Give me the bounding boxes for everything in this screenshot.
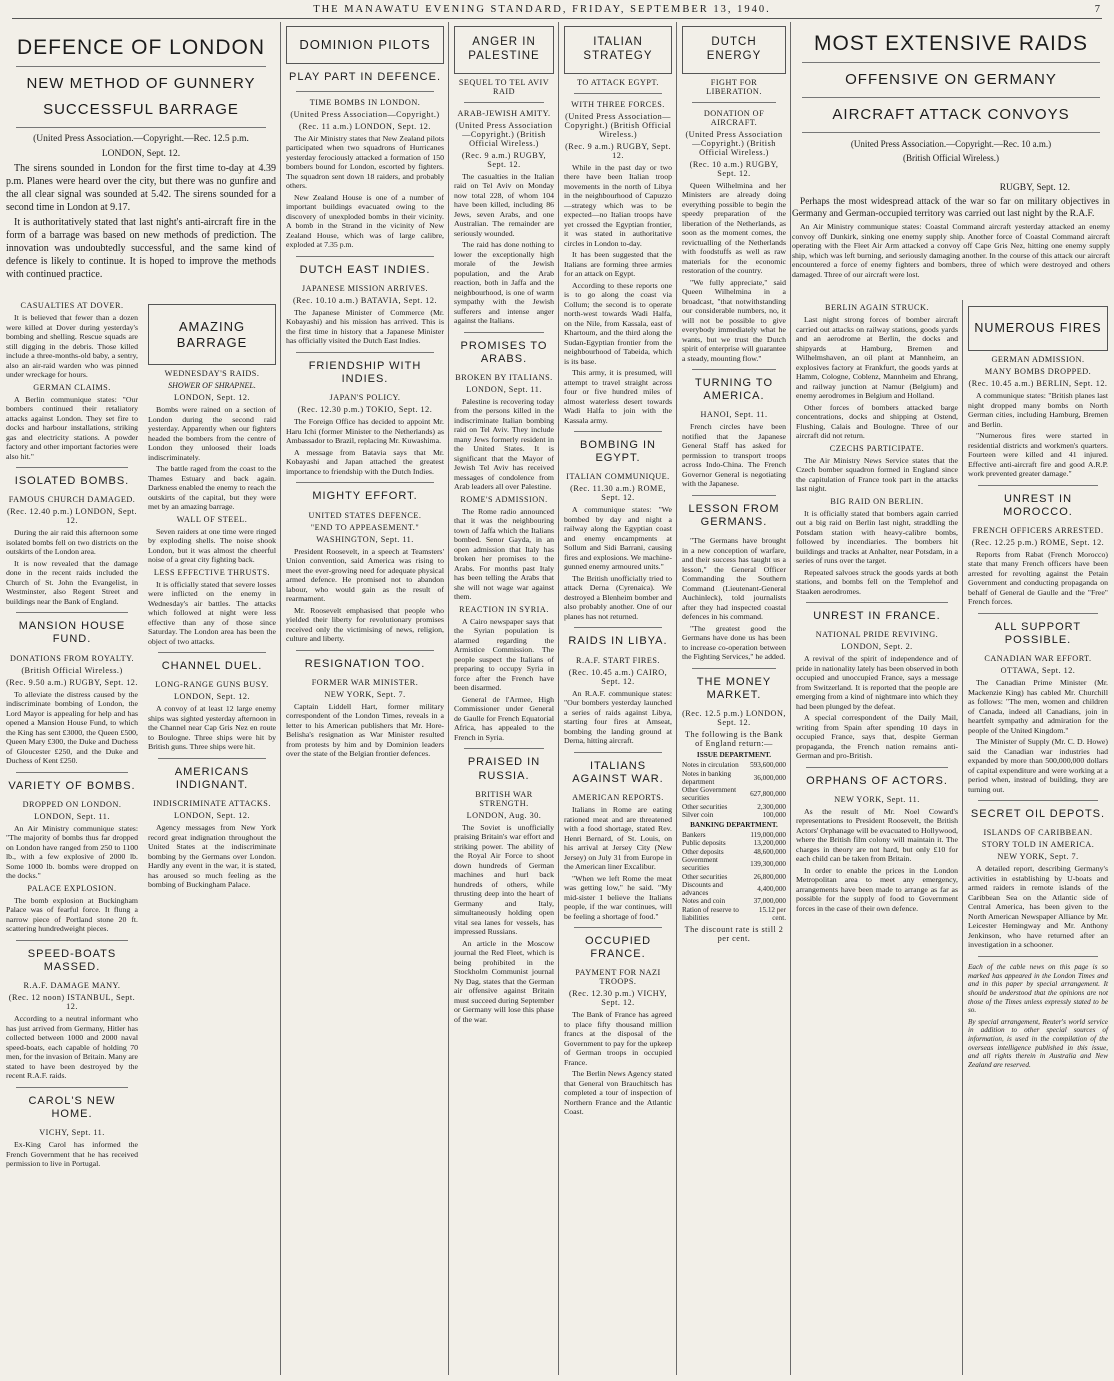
dateline: (Rec. 12 noon) ISTANBUL, Sept. 12. — [8, 993, 136, 1012]
raids-title: MOST EXTENSIVE RAIDS — [814, 32, 1088, 55]
subheading: GERMAN ADMISSION. — [991, 355, 1085, 364]
article-paragraph: The Japanese Minister of Commerce (Mr. Kobayashi) and his mission has arrived. This is the first time in history that a Japanese Minister has officially visited the Dutch East Indies. — [286, 307, 444, 346]
article-paragraph: The raid has done nothing to lower the exceptionally high morale of the Jewish population, and the Arab reaction, both in Jaffa and the neighbourhood, is one of warm sympathy with the Jewish sufferers and intense anger against the Italians. — [454, 240, 554, 326]
column-7 — [792, 300, 962, 1377]
speed-boats-heading: SPEED-BOATS MASSED. — [27, 947, 117, 973]
row-value: 627,800,000 — [750, 790, 786, 799]
defence-subtitle-1: NEW METHOD OF GUNNERY — [26, 75, 256, 93]
subheading: FAMOUS CHURCH DAMAGED. — [8, 495, 136, 505]
casualties-heading: CASUALTIES AT DOVER. — [20, 301, 124, 310]
resignation-heading: RESIGNATION TOO. — [304, 657, 426, 670]
subheading: TIME BOMBS IN LONDON. — [309, 97, 421, 107]
subheading: PAYMENT FOR NAZI TROOPS. — [575, 968, 661, 987]
subheading: FIGHT FOR LIBERATION. — [706, 77, 762, 96]
dateline: (Rec. 12.5 p.m.) LONDON, Sept. 12. — [682, 709, 786, 728]
article-paragraph: A message from Batavia says that Mr. Kobayashi and Japan attached the greatest importance to friendship with the Dutch Indies. — [286, 447, 444, 476]
dateline: LONDON, Sept. 11. — [34, 811, 110, 821]
channel-duel-heading: CHANNEL DUEL. — [161, 660, 263, 673]
subheading: BROKEN BY ITALIANS. — [455, 372, 553, 382]
article-paragraph: Bombs were rained on a section of London during the second raid yesterday. Apparently when our fighters headed the bombers from the centre of London they unloosed their loads indiscriminately. — [148, 405, 276, 462]
americans-indignant-heading: AMERICANS INDIGNANT. — [174, 765, 250, 792]
bombing-in-egypt-heading: BOMBING IN EGYPT. — [579, 439, 656, 465]
article-paragraph: It is now revealed that the damage done in the recent raids included the Church of St. John the Evangelist, in Westminster, also Regent Street and buildings near the Bank of England. — [6, 558, 138, 606]
column-8 — [964, 300, 1112, 1377]
dominion-pilots-heading: DOMINION PILOTS — [299, 37, 431, 52]
defence-subtitle-2: SUCCESSFUL BARRAGE — [43, 101, 239, 119]
article-paragraph: A communique states: "We bombed by day and night a railway along the Egyptian coast and enemy encampments at Sollum and Sidi Barrani, causing fires and explosions. We machine-gunned enemy armoured units." — [564, 505, 672, 572]
dateline: LONDON, Sept. 11. — [466, 384, 542, 394]
banking-table — [682, 831, 786, 922]
article-paragraph: Seven raiders at one time were ringed by exploding shells. The noise shook London, but it was almost the cheerful noise of a great city fighting back. — [148, 526, 276, 565]
issue-department-heading: ISSUE DEPARTMENT. — [696, 751, 772, 760]
dateline: LONDON, Sept. 12. — [173, 393, 251, 403]
row-value: 2,300,000 — [757, 802, 786, 811]
table-row — [682, 770, 786, 787]
article-paragraph: This army, it is presumed, will attempt to travel straight across four or five hundred miles of almost waterless desert towards Wadi Halfa to join with the Kassala army. — [564, 368, 672, 425]
subheading: BERLIN AGAIN STRUCK. — [825, 303, 929, 312]
row-label: Other Government securities — [682, 786, 737, 803]
praised-in-russia-heading: PRAISED IN RUSSIA. — [467, 756, 541, 782]
numerous-fires-heading: NUMEROUS FIRES — [974, 321, 1102, 335]
credit: (British Official Wireless.) — [21, 665, 123, 675]
article-paragraph: It is believed that fewer than a dozen were killed at Dover during yesterday's bombing and shelling. Rescue squads are still digging in the debris. Those killed include a three-months-old baby, a sentry, also an air-raid warden who was pinned under wreckage for hours. — [6, 313, 138, 379]
row-value: 100,000 — [762, 810, 786, 819]
subheading: LESS EFFECTIVE THRUSTS. — [153, 567, 271, 577]
article-paragraph: An R.A.F. communique states: "Our bombers yesterday launched a series of raids against Libya, starting four fires at Amseat, bombing the landing ground at Derna, hitting aircraft. — [564, 688, 672, 746]
article-paragraph: A convoy of at least 12 large enemy ships was sighted yesterday afternoon in the Channel near Cap Gris Nez en route to Boulogne. Three ships were hit by British guns. Three ships were hit. — [148, 704, 276, 752]
dutch-east-indies-heading: DUTCH EAST INDIES. — [299, 263, 431, 276]
dateline: (Rec. 10.10 a.m.) BATAVIA, Sept. 12. — [292, 295, 438, 305]
article-paragraph: General de l'Armee, High Commissioner under General de Gaulle for French Equatorial Africa, has appealed to the French in Syria. — [454, 694, 554, 742]
article-paragraph: To alleviate the distress caused by the indiscriminate bombing of London, the Lord Mayor is appealing for help and has opened a Mansion House Fund, to which the King has sent £3000, the Queen £500, Queen Mary £300, the Duke and Duchess of Gloucester £250, and the Duke and Duchess of Kent £250. — [6, 689, 138, 766]
subheading: JAPAN'S POLICY. — [329, 393, 401, 403]
table-row — [682, 839, 786, 847]
table-row — [682, 786, 786, 803]
subheading: R.A.F. START FIRES. — [576, 655, 660, 665]
column-rule — [676, 22, 677, 1375]
subheading: WALL OF STEEL. — [176, 514, 248, 524]
german-claims-heading: GERMAN CLAIMS. — [33, 382, 111, 392]
friendship-heading: FRIENDSHIP WITH INDIES. — [308, 359, 422, 386]
most-extensive-raids-header — [792, 22, 1110, 167]
lesson-from-germans-heading: LESSON FROM GERMANS. — [688, 502, 780, 529]
dutch-energy-heading: DUTCH ENERGY — [706, 36, 762, 62]
subheading: SHOWER OF SHRAPNEL. — [168, 381, 256, 391]
row-value: 48,600,000 — [753, 847, 786, 856]
subheading: JAPANESE MISSION ARRIVES. — [301, 283, 429, 293]
subheading: NATIONAL PRIDE REVIVING. — [815, 630, 939, 640]
row-value: 37,000,000 — [753, 897, 786, 906]
article-paragraph: Italians in Rome are eating rationed meat and are threatened with a food shortage, stated Rev. Henri Bernard, of St. Louis, on his arrival at Jersey City (New Jersey) on July 31 from Europe in the American liner Excalibur. — [564, 805, 672, 872]
article-paragraph: President Roosevelt, in a speech at Teamsters' Union convention, said America was rising to meet the ever-growing need for adequate physical armed defence. He promised not to abandon labour, who would gain as the result of rearmament. — [286, 546, 444, 604]
credit: (United Press Association—Copyright.) (British Official Wireless.) — [564, 111, 672, 139]
credit: (United Press Association—Copyright.) (British Official Wireless.) — [455, 120, 553, 148]
banking-department-heading: BANKING DEPARTMENT. — [690, 821, 778, 830]
article-paragraph: A revival of the spirit of independence and of pride in nationality lately has been observed in both occupied and unoccupied France, says a message from Switzerland. It is reported that the people are emerging from a kind of nightmare into which they had been plunged by the defeat. — [796, 654, 958, 711]
italian-strategy-heading: ITALIAN STRATEGY — [583, 36, 653, 62]
article-paragraph: Other forces of bombers attacked barge concentrations, docks and shipping at Ostend, Flushing, Calais and Boulogne. Three of our aircraft did not return. — [796, 402, 958, 440]
article-paragraph: Palestine is recovering today from the persons killed in the indiscriminate Italian bombing raid on Tel Aviv. They include many Jews formerly resident in the United States. It is significant that the Mayor of Jewish Tel Aviv has received messages of condolence from Arab leaders all over Palestine. — [454, 396, 554, 492]
article-paragraph: In order to enable the prices in the London Metropolitan area to meet any emergency, arrangements have been made to arrange as far as possible for the supply of food to Government forces in the case of their own defence. — [796, 865, 958, 913]
article-paragraph: "When we left Rome the meat was getting low," he said. "My mid-sister I believe the Italians people, if the war continues, will be feeling a shortage of food." — [564, 873, 672, 921]
article-paragraph: "The Germans have brought in a new conception of warfare, and their success has taught us a lesson," the General Officer Commanding the Southern Command (Lieutenant-General Auchinleck), told journalists after they had inspected coastal defences in his command. — [682, 536, 786, 622]
masthead — [12, 4, 1102, 19]
column-rule — [448, 22, 449, 1375]
anger-in-palestine-heading: ANGER IN PALESTINE — [468, 36, 540, 62]
row-value: 26,800,000 — [753, 872, 786, 881]
article-paragraph: An article in the Moscow journal the Red Fleet, which is being prohibited in the Stockholm Communist journal Ny Dag, states that the German air offensive against Britain must succeed during September or Germany will lose this phase of the war. — [454, 938, 554, 1024]
article-paragraph: During the air raid this afternoon some isolated bombs fell on two districts on the outskirts of the London area. — [6, 528, 138, 557]
subheading: SEQUEL TO TEL AVIV RAID — [458, 77, 550, 96]
article-paragraph: Mr. Roosevelt emphasised that people who yielded their liberty for revolutionary promises received only the victimising of news, religion, culture and liberty. — [286, 605, 444, 644]
subheading: ROME'S ADMISSION. — [460, 494, 548, 504]
amazing-barrage-heading: AMAZING BARRAGE — [176, 319, 248, 350]
subheading: FRENCH OFFICERS ARRESTED. — [972, 525, 1104, 535]
subheading: DONATION OF AIRCRAFT. — [703, 108, 765, 127]
article-paragraph: The Rome radio announced that it was the neighbouring town of Jaffa which the Italians bombed. Senor Gayda, in an open admission that Italy has broken her promises to the Arabs. For months past Italy has been telling the Arabs that she will not wage war against them. — [454, 506, 554, 602]
subheading: BRITISH WAR STRENGTH. — [475, 789, 533, 808]
dateline: (Rec. 9.50 a.m.) RUGBY, Sept. 12. — [6, 677, 138, 687]
turning-to-america-heading: TURNING TO AMERICA. — [694, 377, 774, 403]
table-row — [682, 811, 786, 819]
dateline: (Rec. 12.30 p.m.) TOKIO, Sept. 12. — [297, 405, 433, 415]
table-row — [682, 761, 786, 769]
row-label: Discounts and advances — [682, 880, 723, 898]
subheading: "END TO APPEASEMENT." — [310, 522, 420, 532]
article-paragraph: According to these reports one is to go along the coast via Collum; the second is to operate north-west towards Wadi Halfa, on the Nile, from Kassala, east of Khartoum, and the third along the Sudan-Egyptian frontier from the neighbourhood of Tabeida, which is its base. — [564, 280, 672, 366]
row-value: 4,400,000 — [757, 885, 786, 894]
table-row — [682, 881, 786, 898]
italians-against-war-heading: ITALIANS AGAINST WAR. — [572, 759, 664, 785]
defence-title: DEFENCE OF LONDON — [16, 36, 266, 59]
masthead-title: THE MANAWATU EVENING STANDARD, FRIDAY, SEPTEMBER 13, 1940. — [313, 4, 771, 15]
issue-table — [682, 761, 786, 819]
subheading: MANY BOMBS DROPPED. — [984, 367, 1092, 376]
row-label: Other securities — [682, 802, 728, 811]
row-label: Other securities — [682, 872, 728, 881]
subheading: AMERICAN REPORTS. — [572, 793, 664, 803]
credit: (British Official Wireless.) — [902, 152, 1000, 163]
unrest-in-france-heading: UNREST IN FRANCE. — [813, 610, 941, 622]
row-label: Notes in circulation — [682, 761, 739, 770]
dateline: OTTAWA, Sept. 12. — [1000, 666, 1076, 676]
subheading: FORMER WAR MINISTER. — [311, 677, 419, 687]
row-value: 593,600,000 — [750, 761, 786, 770]
dateline: NEW YORK, Sept. 7. — [997, 852, 1079, 862]
article-paragraph: The British unofficially tried to attack Derna (Cyrenaica). We destroyed a Blenheim bomber and also probably another. One of our planes has not returned. — [564, 573, 672, 621]
row-label: Government securities — [682, 856, 718, 873]
row-label: Notes in banking department — [682, 769, 732, 786]
table-row — [682, 831, 786, 839]
all-support-heading: ALL SUPPORT POSSIBLE. — [994, 620, 1082, 647]
promises-heading: PROMISES TO ARABS. — [460, 339, 548, 365]
credit: (United Press Association—Copyright.) (British Official Wireless.) — [685, 129, 783, 157]
page-number: 7 — [1094, 4, 1102, 15]
copyright-notice: Each of the cable news on this page is so marked has appeared in the London Times and and in this paper by special arrangement. It should be understood that the opinions are not those of the Times unless expressly stated to be so. — [968, 962, 1108, 1015]
dateline: LONDON, Sept. 12. — [173, 811, 251, 821]
copyright-notice: By special arrangement, Reuter's world service in addition to other special sources of information, is used in the compilation of the overseas intelligence published in this issue, and all rights therein in Australia and New Zealand are reserved. — [968, 1017, 1108, 1069]
dateline: (Rec. 12.30 p.m.) VICHY, Sept. 12. — [568, 989, 668, 1008]
mansion-house-heading: MANSION HOUSE FUND. — [18, 620, 126, 646]
dateline: LONDON, Sept. 12. — [173, 692, 251, 702]
money-market-heading: THE MONEY MARKET. — [696, 675, 772, 702]
defence-dateline: LONDON, Sept. 12. — [101, 148, 181, 159]
table-row — [682, 906, 786, 923]
article-paragraph: "The greatest good the Germans have done us has been to increase co-operation between the Fighting Services," he added. — [682, 623, 786, 662]
defence-paragraph: It is authoritatively stated that last night's anti-aircraft fire in the form of a barrage was based on new methods of prediction. The innovation was undoubtedly successful, and the same kind of defence is likely to continue. It is hoped to improve the methods with continued practice. — [6, 216, 276, 280]
row-value: 119,000,000 — [750, 831, 786, 840]
article-paragraph: A detailed report, describing Germany's activities in establishing by U-boats and armed raiders in remote islands of the Caribbean Sea on the Atlantic side of Central America, has been given to the North American Newspaper Alliance by Mr. Leicester Hemingway and Mr. Anthony Jenkinson, who have returned after an investigation in a schooner. — [968, 864, 1108, 950]
occupied-france-heading: OCCUPIED FRANCE. — [584, 935, 652, 961]
subheading: REACTION IN SYRIA. — [459, 604, 549, 614]
subheading: STORY TOLD IN AMERICA. — [981, 840, 1095, 850]
article-paragraph: The Bank of France has agreed to place fifty thousand million francs at the disposal of the Government to pay for the upkeep of German troops in occupied France. — [564, 1010, 672, 1067]
table-row — [682, 856, 786, 873]
row-value: 36,000,000 — [753, 773, 786, 782]
row-value: 139,300,000 — [750, 860, 786, 869]
table-row — [682, 873, 786, 881]
article-paragraph: The Minister of Supply (Mr. C. D. Howe) said the Canadian war industries had expanded by more than 500,000,000 dollars of capital expenditure and were working at a period when, instead of building, they are turning out. — [968, 737, 1108, 794]
column-6 — [678, 22, 790, 1377]
article-paragraph: A communique states: "British planes last night dropped many bombs on North German cities, including Hamburg, Bremen and Berlin. — [968, 391, 1108, 429]
subheading: LONG-RANGE GUNS BUSY. — [155, 680, 269, 690]
dateline: LONDON, Aug. 30. — [466, 810, 542, 820]
article-paragraph: While in the past day or two there have been Italian troop movements in the north of Libya in the neighbourhood of Capuzzo —strategy which was to be expected—no Italian troops have yet crossed the Egyptian frontier, it was stated in authoritative circles in London to-day. — [564, 162, 672, 248]
article-paragraph: A Cairo newspaper says that the Syrian population is alarmed regarding the Armistice Commission. The people suspect the Italians of preparing to occupy Syria in force after the French have been disarmed. — [454, 616, 554, 693]
column-rule — [790, 22, 791, 1375]
money-footer: The discount rate is still 2 per cent. — [684, 925, 784, 944]
article-paragraph: It has been suggested that the Italians are forming three armies for an attack on Egypt. — [564, 250, 672, 279]
article-paragraph: Queen Wilhelmina and her Ministers are already doing everything possible to begin the speedy preparation of the liberation of the Netherlands, as soon as the moment comes, the revictualling of the Netherlands with foodstuffs as well as raw materials for the economic restoration of the country. — [682, 180, 786, 276]
subheading: R.A.F. DAMAGE MANY. — [23, 981, 121, 991]
article-paragraph: An Air Ministry communique states: Coastal Command aircraft yesterday attacked an enemy convoy off Dunkirk, sinking one enemy supply ship. Another force of Coastal Command aircraft operating with the Fleet Air Arm attacked a convoy off Cape Gris Nez, hitting one enemy supply ship, which was left burning, and seriously damaging another. In the course of this attack our aircraft encountered a force of enemy fighters and bombers, three of which were destroyed and others damaged. Three of our aircraft were lost. — [792, 222, 1110, 279]
carol-heading: CAROL'S NEW HOME. — [28, 1094, 116, 1120]
credit: (United Press Association.—Copyright.—Rec. 10 a.m.) — [850, 139, 1052, 150]
column-5 — [560, 22, 676, 1377]
article-paragraph: It is officially stated that severe losses were inflicted on the enemy in Wednesday's air battles. The attacks which followed at night were less effective than any of those since Saturday. The London area has been the object of two attacks. — [148, 579, 276, 646]
column-rule — [280, 22, 281, 1375]
isolated-bombs-heading: ISOLATED BOMBS. — [14, 475, 130, 487]
article-paragraph: "Numerous fires were started in residential districts and workmen's quarters. Fourteen were killed and 41 injured. Effective anti-aircraft fire and good A.R.P. work prevented greater damage." — [968, 431, 1108, 478]
row-label: Bankers — [682, 831, 706, 840]
subheading: PLAY PART IN DEFENCE. — [288, 70, 442, 83]
article-paragraph: A Berlin communique states: "Our bombers continued their retaliatory attacks against London. They set fire to docks and harbour installations, striking gas and electricity stations. A powder factory and other important factories were also hit." — [6, 394, 138, 461]
mighty-effort-heading: MIGHTY EFFORT. — [312, 490, 418, 503]
dateline: LONDON, Sept. 2. — [841, 642, 913, 652]
article-paragraph: As the result of Mr. Noel Coward's representations to President Roosevelt, the British Actors' Orphanage will be evacuated to Hollywood, where the British film colony will maintain it. The charges in theory are not hard, but only £10 for each child can be taken from Britain. — [796, 806, 958, 864]
article-paragraph: French circles have been notified that the Japanese General Staff has asked for permission to transport troops across Indo-China. The French Governor General is negotiating with the Japanese. — [682, 422, 786, 489]
subheading: ITALIAN COMMUNIQUE. — [566, 472, 670, 482]
dateline: (Rec. 9 a.m.) RUGBY, Sept. 12. — [461, 150, 547, 169]
article-paragraph: According to a neutral informant who has just arrived from Germany, Hitler has collected between 1000 and 2000 naval speed-boats, each capable of holding 70 men, for the invasion of Britain. Many are stated to have been destroyed by the recent R.A.F. raids. — [6, 1014, 138, 1081]
raids-subtitle-1: OFFENSIVE ON GERMANY — [845, 71, 1057, 89]
table-row — [682, 848, 786, 856]
table-row — [682, 803, 786, 811]
column-1 — [2, 298, 142, 1377]
dateline: (Rec. 11.30 a.m.) ROME, Sept. 12. — [570, 484, 666, 503]
orphans-of-actors-heading: ORPHANS OF ACTORS. — [806, 774, 948, 787]
raids-in-libya-heading: RAIDS IN LIBYA. — [568, 635, 668, 648]
raids-subtitle-2: AIRCRAFT ATTACK CONVOYS — [832, 106, 1070, 124]
dateline: (Rec. 11 a.m.) LONDON, Sept. 12. — [299, 121, 431, 131]
subheading: PALACE EXPLOSION. — [27, 883, 117, 893]
article-paragraph: The Canadian Prime Minister (Mr. Mackenzie King) has cabled Mr. Churchill as follows: "The men, women and children of Canada, indeed all Canadians, join in heartfelt sympathy and admiration for the people of the United Kingdom." — [968, 678, 1108, 735]
subheading: WITH THREE FORCES. — [571, 99, 665, 109]
subheading: WEDNESDAY'S RAIDS. — [164, 369, 260, 379]
money-intro: The following is the Bank of England return:— — [684, 730, 783, 749]
article-paragraph: The bomb explosion at Buckingham Palace was of fearful force. It flung a narrow piece of Portland stone 20 ft. scattering hundredweight pieces. — [6, 895, 138, 934]
dateline: (Rec. 10.45 a.m.) CAIRO, Sept. 12. — [568, 667, 668, 686]
row-label: Ration of reserve to liabilities — [682, 905, 739, 922]
column-rule — [962, 300, 963, 1375]
article-paragraph: An Air Ministry communique states: "The majority of bombs thus far dropped on London have ranged from 250 to 1100 lb., with a few explosive of 2000 lb. Some 1000 lb. bombs were dropped on the docks." — [6, 823, 138, 881]
article-paragraph: It is officially stated that bombers again carried out a big raid on Berlin last night, straddling the Potsdam station with heavy-calibre bombs, followed by incendiaries. The bombers hit buildings and tracks at Anhalter, near Potsdam, in a series of runs over the target. — [796, 508, 958, 565]
article-paragraph: The Soviet is unofficially praising Britain's war effort and striking power. The ability of the Royal Air Force to shoot down hundreds of German machines and hurl back hundreds of others, while thrusting deep into the heart of Germany and Italy, simultaneously holding open vital sea lanes for vessels, has impressed Russians. — [454, 822, 554, 937]
row-label: Silver coin — [682, 810, 714, 819]
article-paragraph: Reports from Rabat (French Morocco) state that many French officers have been arrested for revolting against the Petain Government and conducting propaganda on behalf of General de Gaulle and the "Free" French forces. — [968, 549, 1108, 607]
column-3 — [282, 22, 448, 1377]
subheading: INDISCRIMINATE ATTACKS. — [153, 799, 271, 809]
variety-of-bombs-heading: VARIETY OF BOMBS. — [8, 779, 136, 792]
column-rule — [558, 22, 559, 1375]
article-paragraph: Captain Liddell Hart, former military correspondent of the London Times, reveals in a letter to his American publishers that Mr. Hore-Belisha's resignation as War Minister resulted from protests by him and by Dominion leaders over the state of the Belgian frontier defences. — [286, 701, 444, 759]
article-paragraph: Repeated salvoes struck the goods yards at both stations, and bombs fell on the Templehof and Staaken aerodromes. — [796, 567, 958, 596]
article-paragraph: Ex-King Carol has informed the French Government that he has received permission to live in Portugal. — [6, 1140, 138, 1168]
row-label: Public deposits — [682, 839, 726, 848]
article-paragraph: The Air Ministry News Service states that the Czech bomber squadron formed in England since the capitulation of France took part in the attacks last night. — [796, 455, 958, 493]
dateline: VICHY, Sept. 11. — [39, 1128, 105, 1137]
dateline: RUGBY, Sept. 12. — [999, 183, 1070, 193]
article-paragraph: New Zealand House is one of a number of important buildings evacuated owing to the discovery of unexploded bombs in their vicinity. A bomb in the Strand in the vicinity of New Zealand House, which was of large calibre, exploded at 7.35 p.m. — [286, 192, 444, 250]
subheading: UNITED STATES DEFENCE. — [308, 510, 422, 520]
dateline: (Rec. 10.45 a.m.) BERLIN, Sept. 12. — [968, 379, 1108, 388]
subheading: ISLANDS OF CARIBBEAN. — [983, 828, 1093, 838]
row-value: 13,200,000 — [753, 839, 786, 848]
unrest-in-morocco-heading: UNREST IN MOROCCO. — [1003, 492, 1073, 518]
defence-paragraph: The sirens sounded in London for the first time to-day at 4.39 p.m. Planes were heard over the city, but there was no gunfire and the all clear signal was sounded at 5.42. The sirens sounded for a second time in London at 9.17. — [6, 162, 276, 213]
article-paragraph: The casualties in the Italian raid on Tel Aviv on Monday now total 228, of whom 104 have been killed, including 86 Jews, seven Arabs, and one Australian. The remainder are seriously wounded. — [454, 171, 554, 238]
dateline: NEW YORK, Sept. 7. — [324, 689, 406, 699]
credit: (United Press Association—Copyright.) — [290, 109, 440, 119]
defence-of-london-article — [2, 22, 280, 312]
dateline: HANOI, Sept. 11. — [700, 410, 768, 420]
dateline: WASHINGTON, Sept. 11. — [316, 534, 414, 544]
subheading: ARAB-JEWISH AMITY. — [457, 108, 551, 118]
article-paragraph: Last night strong forces of bomber aircraft carried out attacks on railway stations, goods yards and an aerodrome at Berlin, the docks and shipyards at Hamburg, Bremen and Wilhelmshaven, an oil plant at Mannheim, an explosives factory at Frankfurt, the goods yards at Hamm, Cologne, Coblenz, Mannheim and Ehrang, and railway junction at Namur (Belgium) and enemy aerodromes in Belgium and Holland. — [796, 315, 958, 400]
subheading: CZECHS PARTICIPATE. — [829, 443, 925, 453]
dateline: (Rec. 10 a.m.) RUGBY, Sept. 12. — [689, 159, 779, 178]
row-value: 15.12 per cent. — [758, 905, 786, 922]
dateline: (Rec. 9 a.m.) RUGBY, Sept. 12. — [565, 141, 671, 160]
raids-lead-body — [792, 180, 1110, 300]
article-paragraph: The Air Ministry states that New Zealand pilots participated when two squadrons of Hurricanes yesterday ferociously attacked a formation of 150 bombers bound for London, escorted by fighters. The squadron sent down 18 raiders, and probably others. — [286, 133, 444, 191]
table-row — [682, 897, 786, 905]
row-label: Other deposits — [682, 847, 724, 856]
dateline: (Rec. 12.40 p.m.) LONDON, Sept. 12. — [6, 507, 138, 526]
column-2 — [144, 298, 280, 1377]
subheading: TO ATTACK EGYPT. — [577, 77, 659, 87]
row-label: Notes and coin — [682, 897, 726, 906]
article-paragraph: Perhaps the most widespread attack of the war so far on military objectives in Germany and German-occupied territory was carried out last night by the R.A.F. — [792, 197, 1110, 220]
subheading: DROPPED ON LONDON. — [22, 799, 122, 809]
article-paragraph: The Berlin News Agency stated that General von Brauchitsch has completed a tour of inspection of Northern France and the Atlantic Coast. — [564, 1069, 672, 1117]
subheading: BIG RAID ON BERLIN. — [830, 496, 924, 506]
dateline: (Rec. 12.25 p.m.) ROME, Sept. 12. — [971, 537, 1105, 547]
article-paragraph: A special correspondent of the Daily Mail, writing from Spain after spending 10 days in occupied France, says that, despite German propaganda, the French nation remains anti-German and pro-British. — [796, 713, 958, 761]
article-paragraph: Agency messages from New York record great indignation throughout the United States at the indiscriminate bombing by the Germans over London. Hardly any event in the war, it is stated, has aroused so much feeling as the bombing of Buckingham Palace. — [148, 823, 276, 890]
article-paragraph: "We fully appreciate," said Queen Wilhelmina in a broadcast, "that notwithstanding our considerable numbers, no, it will not be possible to give everybody immediately what he wants, but we trust the Dutch spirit of enterprise will guarantee a steady, mounting flow." — [682, 277, 786, 363]
subheading: CANADIAN WAR EFFORT. — [984, 654, 1092, 664]
dateline: NEW YORK, Sept. 11. — [834, 794, 920, 804]
article-paragraph: The Foreign Office has decided to appoint Mr. Haru Ichi (former Minister to the Netherlands) as Ambassador to Brazil, replacing Mr. Kuwashima. — [286, 417, 444, 446]
defence-credit: (United Press Association.—Copyright.—Rec. 12.5 p.m. — [33, 134, 249, 145]
article-paragraph: The battle raged from the coast to the Thames Estuary and back again. Darkness enabled the enemy to reach the outskirts of the capital, but they were met by an amazing barrage. — [148, 464, 276, 512]
secret-oil-depots-heading: SECRET OIL DEPOTS. — [970, 808, 1106, 821]
subheading: DONATIONS FROM ROYALTY. — [9, 653, 135, 663]
column-4 — [450, 22, 558, 1377]
